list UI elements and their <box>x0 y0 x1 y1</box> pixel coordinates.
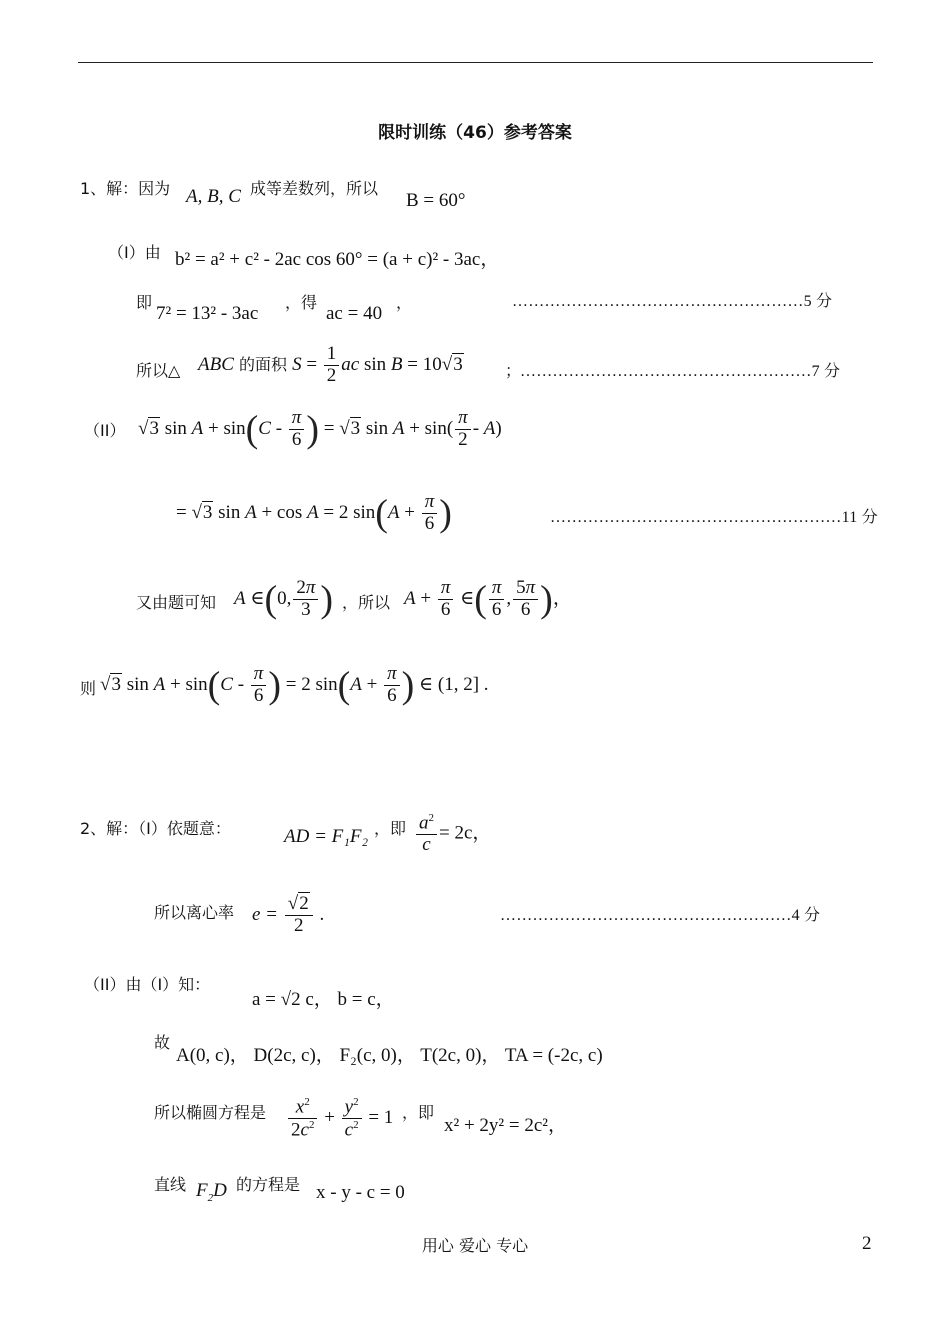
q1-range-a-plus: A + $\frac{\pi}{6}$ ∈( $\frac{\pi}{6}$ , $\frac{5\pi}{6}$ )， <box>404 577 572 621</box>
page-number: 2 <box>862 1233 872 1254</box>
q1-intro-text: 成等差数列，所以 <box>250 179 379 198</box>
q1-line2-text: ，得 <box>285 293 318 312</box>
q1-intro-math-abc: A, B, C <box>186 186 241 207</box>
q1-line3-tail: ； <box>505 361 522 380</box>
q1-line2-tail: ， <box>396 293 413 312</box>
q2-line4-label: 故 <box>154 1033 171 1052</box>
header-rule <box>78 62 873 63</box>
q2-line5-text: ，即 <box>402 1103 435 1122</box>
q2-intro-label: 2、解：（I）依题意： <box>80 819 231 838</box>
q2-intro-text: ，即 <box>374 819 407 838</box>
q2-score-4: ………………………………………………4 分 <box>500 907 821 924</box>
q2-ellipse-eq: $\frac{x^2}{2c^2}$ + $\frac{y^2}{c^2}$ = 1 <box>286 1096 393 1141</box>
q2-ellipse-simplified: x² + 2y² = 2c²， <box>444 1115 567 1136</box>
q2-part2-eq: a = √2 c， b = c， <box>252 989 395 1010</box>
q2-eccentricity: e = $\frac{√2}{2}$ . <box>252 893 325 936</box>
q1-part1-label: （I）由 <box>108 243 161 262</box>
q1-part2-simplified: = √3 sin A + cos A = 2 sin(A + $\frac{\pi}{6}$ ) <box>176 491 452 535</box>
q1-intro-math-b: B = 60° <box>406 190 466 211</box>
q2-line5-label: 所以椭圆方程是 <box>154 1103 267 1122</box>
q1-score-7: ………………………………………………7 分 <box>520 363 841 380</box>
q1-area-formula: ABC 的面积 S = $\frac{1}{2}$ ac sin B = 10√3 <box>198 343 463 386</box>
q1-score-11: ………………………………………………11 分 <box>550 509 878 526</box>
q1-line5-label: 又由题可知 <box>136 593 217 612</box>
footer-slogan: 用心 爱心 专心 <box>421 1236 529 1255</box>
q2-line-equation: x - y - c = 0 <box>316 1182 405 1203</box>
q1-final-result: √3 sin A + sin(C - $\frac{\pi}{6}$ ) = 2 sin(A + $\frac{\pi}{6}$ ) ∈ (1, 2] . <box>100 663 489 707</box>
q2-line6-text: 的方程是 <box>236 1175 301 1194</box>
q2-intro-eq: AD = F₁F₂ <box>284 826 369 847</box>
q2-line6-label: 直线 <box>154 1175 187 1194</box>
q1-line2-eq1: 7² = 13² - 3ac <box>156 303 259 324</box>
q1-line2-eq2: ac = 40 <box>326 303 383 324</box>
q1-intro-label: 1、解：因为 <box>80 179 171 198</box>
q1-part2-label: （II） <box>84 421 126 440</box>
q2-line2-label: 所以离心率 <box>154 903 235 922</box>
q1-line5-text: ，所以 <box>342 593 391 612</box>
q1-range-a: A ∈(0, $\frac{2\pi}{3}$ ) <box>234 577 334 621</box>
page-title: 限时训练（46）参考答案 <box>378 123 572 143</box>
q1-part1-equation: b² = a² + c² - 2ac cos 60° = (a + c)² - 3ac， <box>175 249 500 270</box>
q2-part2-label: （II）由（I）知： <box>84 975 211 994</box>
q1-line2-label: 即 <box>136 293 153 312</box>
q2-points: A(0, c)， D(2c, c)， F₂(c, 0)， T(2c, 0)， TA = (-2c, c) <box>176 1045 603 1066</box>
q2-intro-frac: $\frac{a^2}{c}$ = 2c， <box>414 812 491 856</box>
q1-line6-label: 则 <box>80 679 97 698</box>
q1-line3-label: 所以△ <box>136 361 181 380</box>
q1-part2-expression: √3 sin A + sin(C - $\frac{\pi}{6}$ ) = √3 sin A + sin( $\frac{\pi}{2}$ - A) <box>138 407 502 451</box>
q2-line-f2d: $F_2D$ <box>196 1180 227 1204</box>
q1-score-5: ………………………………………………5 分 <box>512 293 833 310</box>
